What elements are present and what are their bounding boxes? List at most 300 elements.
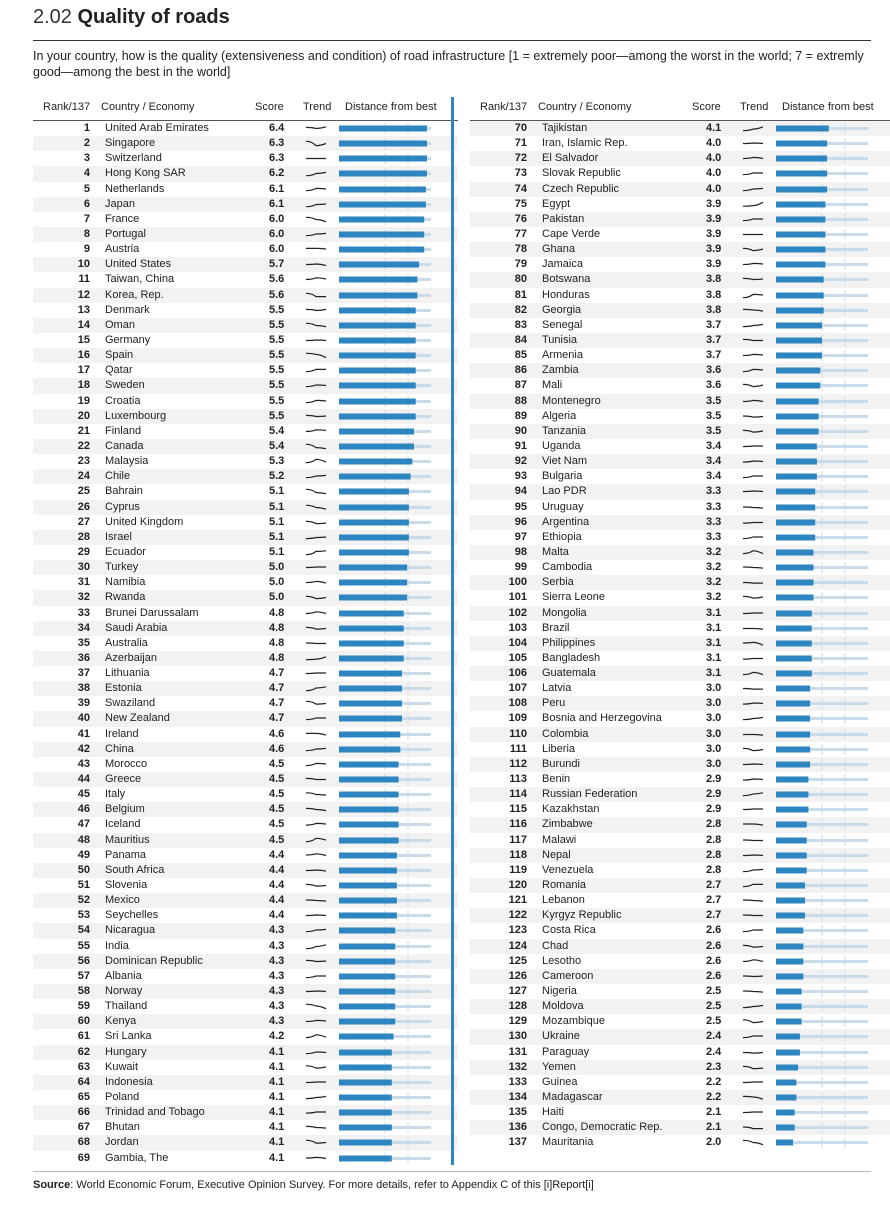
table-row <box>33 1151 458 1166</box>
rank-cell: 121 <box>508 894 527 907</box>
score-bar <box>776 428 819 434</box>
rank-cell: 105 <box>508 651 527 664</box>
score-bar <box>339 353 416 359</box>
score-cell: 5.6 <box>269 288 285 301</box>
rank-cell: 31 <box>77 576 90 589</box>
rank-cell: 7 <box>83 212 90 225</box>
rank-cell: 103 <box>508 621 527 634</box>
survey-question: In your country, how is the quality (extensiveness and condition) of road infrastructure [1 = extremely poor—among the worst in the world; 7 = extremly good—among the best in the world] <box>33 49 864 79</box>
distance-bar-chart <box>776 789 868 800</box>
trend-sparkline <box>740 318 766 333</box>
distance-bar-chart <box>339 774 431 785</box>
score-bar <box>776 201 825 207</box>
trend-sparkline <box>303 1045 329 1060</box>
country-cell: China <box>105 742 134 755</box>
rank-cell: 79 <box>514 258 527 271</box>
table-row <box>470 1120 890 1135</box>
score-cell: 2.6 <box>706 939 722 952</box>
country-cell: Lesotho <box>542 954 582 967</box>
score-cell: 3.4 <box>706 439 722 452</box>
table-row <box>470 939 890 954</box>
distance-bar-chart <box>776 1122 868 1133</box>
score-cell: 3.2 <box>706 545 722 558</box>
score-cell: 4.5 <box>269 803 285 816</box>
score-cell: 3.0 <box>706 742 722 755</box>
distance-bar-chart <box>339 1001 431 1012</box>
country-cell: Cambodia <box>542 561 593 574</box>
table-row <box>33 212 458 227</box>
score-bar <box>776 1049 800 1055</box>
table-row <box>33 378 458 393</box>
distance-bar-chart <box>339 971 431 982</box>
country-cell: Swaziland <box>105 697 156 710</box>
score-bar <box>339 292 417 298</box>
table-row <box>33 318 458 333</box>
header-country: Country / Economy <box>101 101 195 113</box>
score-cell: 4.1 <box>269 1045 285 1058</box>
distance-bar-chart <box>776 623 868 634</box>
trend-sparkline <box>303 545 329 560</box>
trend-sparkline <box>303 984 329 999</box>
trend-sparkline <box>740 848 766 863</box>
distance-bar-chart <box>339 698 431 709</box>
trend-sparkline <box>303 711 329 726</box>
table-column-left <box>33 97 458 1166</box>
score-cell: 4.5 <box>269 788 285 801</box>
table-row <box>470 833 890 848</box>
score-bar <box>339 534 409 540</box>
score-bar <box>339 610 404 616</box>
score-bar <box>776 701 810 707</box>
trend-sparkline <box>740 757 766 772</box>
trend-sparkline <box>303 212 329 227</box>
score-cell: 4.7 <box>269 712 285 725</box>
score-bar <box>339 595 407 601</box>
table-row <box>470 817 890 832</box>
distance-bar-chart <box>776 910 868 921</box>
country-cell: Venezuela <box>542 863 594 876</box>
table-row <box>33 1120 458 1135</box>
score-bar <box>776 1004 802 1010</box>
country-cell: Finland <box>105 424 142 437</box>
country-cell: Montenegro <box>542 394 601 407</box>
distance-bar-chart <box>776 819 868 830</box>
rank-cell: 114 <box>509 788 527 801</box>
score-cell: 3.0 <box>706 682 722 695</box>
table-row <box>470 893 890 908</box>
trend-sparkline <box>740 590 766 605</box>
rank-cell: 39 <box>77 697 90 710</box>
score-cell: 4.5 <box>269 833 285 846</box>
score-bar <box>776 989 802 995</box>
trend-sparkline <box>740 348 766 363</box>
rank-cell: 98 <box>514 545 527 558</box>
trend-sparkline <box>740 787 766 802</box>
distance-bar-chart <box>776 380 868 391</box>
rank-cell: 82 <box>514 303 527 316</box>
country-cell: Gambia, The <box>105 1151 169 1164</box>
rank-cell: 91 <box>514 439 527 452</box>
trend-sparkline <box>303 621 329 636</box>
distance-bar-chart <box>776 804 868 815</box>
score-cell: 4.1 <box>269 1060 285 1073</box>
distance-bar-chart <box>339 290 431 301</box>
score-bar <box>339 186 426 192</box>
score-cell: 4.0 <box>706 152 722 165</box>
score-cell: 5.1 <box>269 515 285 528</box>
rank-cell: 65 <box>77 1091 90 1103</box>
country-cell: Poland <box>105 1091 140 1103</box>
score-cell: 2.8 <box>706 848 722 861</box>
table-row <box>33 333 458 348</box>
score-bar <box>776 126 829 132</box>
distance-bar-chart <box>776 502 868 513</box>
rank-cell: 23 <box>77 455 90 468</box>
country-cell: Croatia <box>105 394 141 407</box>
distance-bar-chart <box>339 199 431 210</box>
score-cell: 3.5 <box>706 409 722 422</box>
score-cell: 3.3 <box>706 500 722 513</box>
score-bar <box>776 867 807 873</box>
country-cell: Honduras <box>542 288 590 301</box>
score-cell: 3.7 <box>706 333 722 346</box>
country-cell: Colombia <box>542 727 589 740</box>
distance-bar-chart <box>339 789 431 800</box>
trend-sparkline <box>740 257 766 272</box>
rank-cell: 29 <box>77 545 90 558</box>
trend-sparkline <box>303 500 329 515</box>
rank-cell: 99 <box>514 561 527 574</box>
country-cell: Chile <box>105 470 131 483</box>
score-bar <box>339 519 409 525</box>
score-bar <box>339 171 427 177</box>
table-row <box>33 394 458 409</box>
distance-bar-chart <box>339 562 431 573</box>
country-cell: Albania <box>105 969 142 982</box>
table-row <box>470 727 890 742</box>
trend-sparkline <box>740 484 766 499</box>
trend-sparkline <box>303 166 329 181</box>
table-row <box>470 711 890 726</box>
trend-sparkline <box>303 288 329 303</box>
distance-bar-chart <box>339 683 431 694</box>
country-cell: Malaysia <box>105 455 149 468</box>
trend-sparkline <box>303 378 329 393</box>
rank-cell: 84 <box>514 333 527 346</box>
score-cell: 2.9 <box>706 803 722 816</box>
rank-cell: 11 <box>78 273 90 286</box>
distance-bar-chart <box>776 1016 868 1027</box>
rank-cell: 33 <box>77 606 90 619</box>
score-bar <box>776 171 827 177</box>
score-bar <box>339 807 399 813</box>
country-cell: Hong Kong SAR <box>105 167 186 180</box>
country-cell: Bhutan <box>105 1121 140 1134</box>
table-row <box>470 651 890 666</box>
score-cell: 2.6 <box>706 954 722 967</box>
score-bar <box>776 837 807 843</box>
table-row <box>33 439 458 454</box>
score-cell: 4.2 <box>269 1030 285 1043</box>
trend-sparkline <box>740 651 766 666</box>
country-cell: Trinidad and Tobago <box>105 1106 205 1119</box>
rank-cell: 44 <box>77 773 90 786</box>
score-cell: 2.6 <box>706 924 722 937</box>
rank-cell: 48 <box>77 833 90 846</box>
country-cell: Switzerland <box>105 152 162 165</box>
rank-cell: 32 <box>77 591 90 604</box>
score-cell: 4.5 <box>269 773 285 786</box>
score-cell: 5.1 <box>269 530 285 543</box>
table-row <box>470 363 890 378</box>
table-column-right <box>470 97 890 1151</box>
score-bar <box>776 761 810 767</box>
score-cell: 6.1 <box>269 197 285 210</box>
score-cell: 2.0 <box>706 1136 722 1149</box>
country-cell: Brazil <box>542 621 570 634</box>
trend-sparkline <box>303 348 329 363</box>
trend-sparkline <box>303 636 329 651</box>
score-bar <box>776 565 814 571</box>
table-row <box>470 182 890 197</box>
country-cell: Jamaica <box>542 258 583 271</box>
distance-bar-chart <box>776 1092 868 1103</box>
table-row <box>470 288 890 303</box>
score-cell: 4.6 <box>269 727 285 740</box>
trend-sparkline <box>740 969 766 984</box>
trend-sparkline <box>303 515 329 530</box>
score-bar <box>776 353 822 359</box>
score-bar <box>776 822 807 828</box>
country-cell: Burundi <box>542 757 580 770</box>
rank-cell: 96 <box>514 515 527 528</box>
score-cell: 6.3 <box>269 152 285 165</box>
table-row <box>470 636 890 651</box>
score-cell: 3.0 <box>706 697 722 710</box>
rank-cell: 86 <box>514 364 527 377</box>
table-row <box>33 182 458 197</box>
rank-cell: 87 <box>514 379 527 392</box>
country-cell: Madagascar <box>542 1091 603 1103</box>
trend-sparkline <box>740 166 766 181</box>
trend-sparkline <box>303 908 329 923</box>
table-row <box>470 318 890 333</box>
country-cell: Armenia <box>542 349 583 362</box>
score-cell: 2.5 <box>706 1000 722 1013</box>
score-cell: 3.0 <box>706 712 722 725</box>
score-bar <box>339 549 409 555</box>
country-cell: Ethiopia <box>542 530 582 543</box>
table-row <box>470 378 890 393</box>
table-row <box>33 727 458 742</box>
table-row <box>470 802 890 817</box>
table-body-right <box>470 121 890 1151</box>
trend-sparkline <box>303 666 329 681</box>
trend-sparkline <box>740 1135 766 1150</box>
trend-sparkline <box>740 136 766 151</box>
distance-bar-chart <box>776 244 868 255</box>
country-cell: Japan <box>105 197 135 210</box>
score-cell: 3.5 <box>706 394 722 407</box>
score-cell: 5.4 <box>269 439 285 452</box>
trend-sparkline <box>303 833 329 848</box>
country-cell: Seychelles <box>105 909 159 922</box>
score-bar <box>776 141 827 147</box>
score-bar <box>339 686 402 692</box>
distance-bar-chart <box>776 895 868 906</box>
table-row <box>33 1075 458 1090</box>
rank-cell: 73 <box>514 167 527 180</box>
country-cell: Spain <box>105 349 134 362</box>
table-row <box>33 893 458 908</box>
country-cell: Turkey <box>105 561 139 574</box>
country-cell: Viet Nam <box>542 455 588 468</box>
rank-cell: 93 <box>514 470 527 483</box>
country-cell: Denmark <box>105 303 150 316</box>
trend-sparkline <box>740 121 766 136</box>
rank-cell: 15 <box>77 333 90 346</box>
distance-bar-chart <box>776 1107 868 1118</box>
table-row <box>470 530 890 545</box>
rank-cell: 37 <box>77 667 90 680</box>
trend-sparkline <box>740 242 766 257</box>
score-bar <box>339 580 407 586</box>
table-row <box>470 1045 890 1060</box>
distance-bar-chart <box>776 1077 868 1088</box>
score-bar <box>776 383 820 389</box>
score-cell: 2.9 <box>706 788 722 801</box>
score-bar <box>339 761 399 767</box>
rank-cell: 9 <box>83 243 90 256</box>
rank-cell: 109 <box>508 712 527 725</box>
score-cell: 5.6 <box>269 273 285 286</box>
country-cell: Singapore <box>105 137 156 150</box>
score-cell: 5.5 <box>269 409 285 422</box>
country-cell: Zambia <box>542 364 579 377</box>
header-rank: Rank/137 <box>43 101 91 113</box>
country-cell: Serbia <box>542 576 574 589</box>
score-cell: 6.2 <box>269 167 285 180</box>
rank-cell: 81 <box>514 288 527 301</box>
table-row <box>33 242 458 257</box>
score-cell: 5.1 <box>269 500 285 513</box>
table-row <box>470 439 890 454</box>
country-cell: New Zealand <box>105 712 170 725</box>
table-row <box>470 1014 890 1029</box>
score-bar <box>776 534 815 540</box>
trend-sparkline <box>303 530 329 545</box>
distance-bar-chart <box>339 532 431 543</box>
distance-bar-chart <box>339 1062 431 1073</box>
table-row <box>33 606 458 621</box>
trend-sparkline <box>303 121 329 136</box>
distance-bar-chart <box>339 850 431 861</box>
country-cell: Hungary <box>105 1045 147 1058</box>
table-row <box>470 515 890 530</box>
score-bar <box>339 141 427 147</box>
rank-cell: 45 <box>77 788 90 801</box>
rank-cell: 78 <box>514 243 527 256</box>
country-cell: Greece <box>105 773 142 786</box>
country-cell: Oman <box>105 318 135 331</box>
header-rank: Rank/137 <box>480 101 528 113</box>
country-cell: Costa Rica <box>542 924 596 937</box>
score-bar <box>339 383 416 389</box>
table-row <box>33 469 458 484</box>
distance-bar-chart <box>339 1047 431 1058</box>
table-row <box>470 1029 890 1044</box>
country-cell: Bulgaria <box>542 470 583 483</box>
score-bar <box>339 337 416 343</box>
table-header-right <box>470 97 890 121</box>
score-bar <box>339 655 404 661</box>
trend-sparkline <box>740 908 766 923</box>
country-cell: Ukraine <box>542 1030 580 1043</box>
distance-bar-chart <box>776 320 868 331</box>
distance-bar-chart <box>339 1077 431 1088</box>
rank-cell: 120 <box>508 879 527 892</box>
trend-sparkline <box>740 1014 766 1029</box>
table-row <box>470 121 890 136</box>
table-row <box>470 227 890 242</box>
rank-cell: 67 <box>77 1121 90 1134</box>
rank-cell: 71 <box>514 137 527 150</box>
rank-cell: 56 <box>77 954 90 967</box>
score-cell: 4.6 <box>269 742 285 755</box>
country-cell: Romania <box>542 879 587 892</box>
country-cell: Cameroon <box>542 969 594 982</box>
score-cell: 3.9 <box>706 243 722 256</box>
distance-bar-chart <box>776 668 868 679</box>
rank-cell: 2 <box>83 137 90 150</box>
rank-cell: 27 <box>77 515 90 528</box>
score-bar <box>339 777 399 783</box>
country-cell: Ghana <box>542 243 576 256</box>
table-row <box>33 636 458 651</box>
trend-sparkline <box>740 1029 766 1044</box>
trend-sparkline <box>303 590 329 605</box>
rank-cell: 64 <box>77 1075 90 1088</box>
indicator-number: 2.02 <box>33 6 72 28</box>
rank-cell: 107 <box>508 682 527 695</box>
country-cell: Russian Federation <box>542 788 638 801</box>
distance-bar-chart <box>339 1153 431 1164</box>
distance-bar-chart <box>776 517 868 528</box>
table-row <box>33 575 458 590</box>
distance-bar-chart <box>339 153 431 164</box>
table-row <box>470 772 890 787</box>
table-row <box>33 136 458 151</box>
country-cell: Mali <box>542 379 563 392</box>
score-cell: 4.3 <box>269 1000 285 1013</box>
table-row <box>470 545 890 560</box>
country-cell: Sierra Leone <box>542 591 605 604</box>
score-bar <box>339 731 400 737</box>
score-cell: 4.8 <box>269 621 285 634</box>
distance-bar-chart <box>776 290 868 301</box>
distance-bar-chart <box>776 547 868 558</box>
score-cell: 4.3 <box>269 954 285 967</box>
score-cell: 4.7 <box>269 697 285 710</box>
trend-sparkline <box>303 848 329 863</box>
distance-bar-chart <box>776 562 868 573</box>
score-bar <box>339 1004 395 1010</box>
rank-cell: 22 <box>77 439 90 452</box>
trend-sparkline <box>303 757 329 772</box>
score-cell: 4.0 <box>706 167 722 180</box>
score-bar <box>776 1140 793 1146</box>
country-cell: Slovenia <box>105 879 148 892</box>
